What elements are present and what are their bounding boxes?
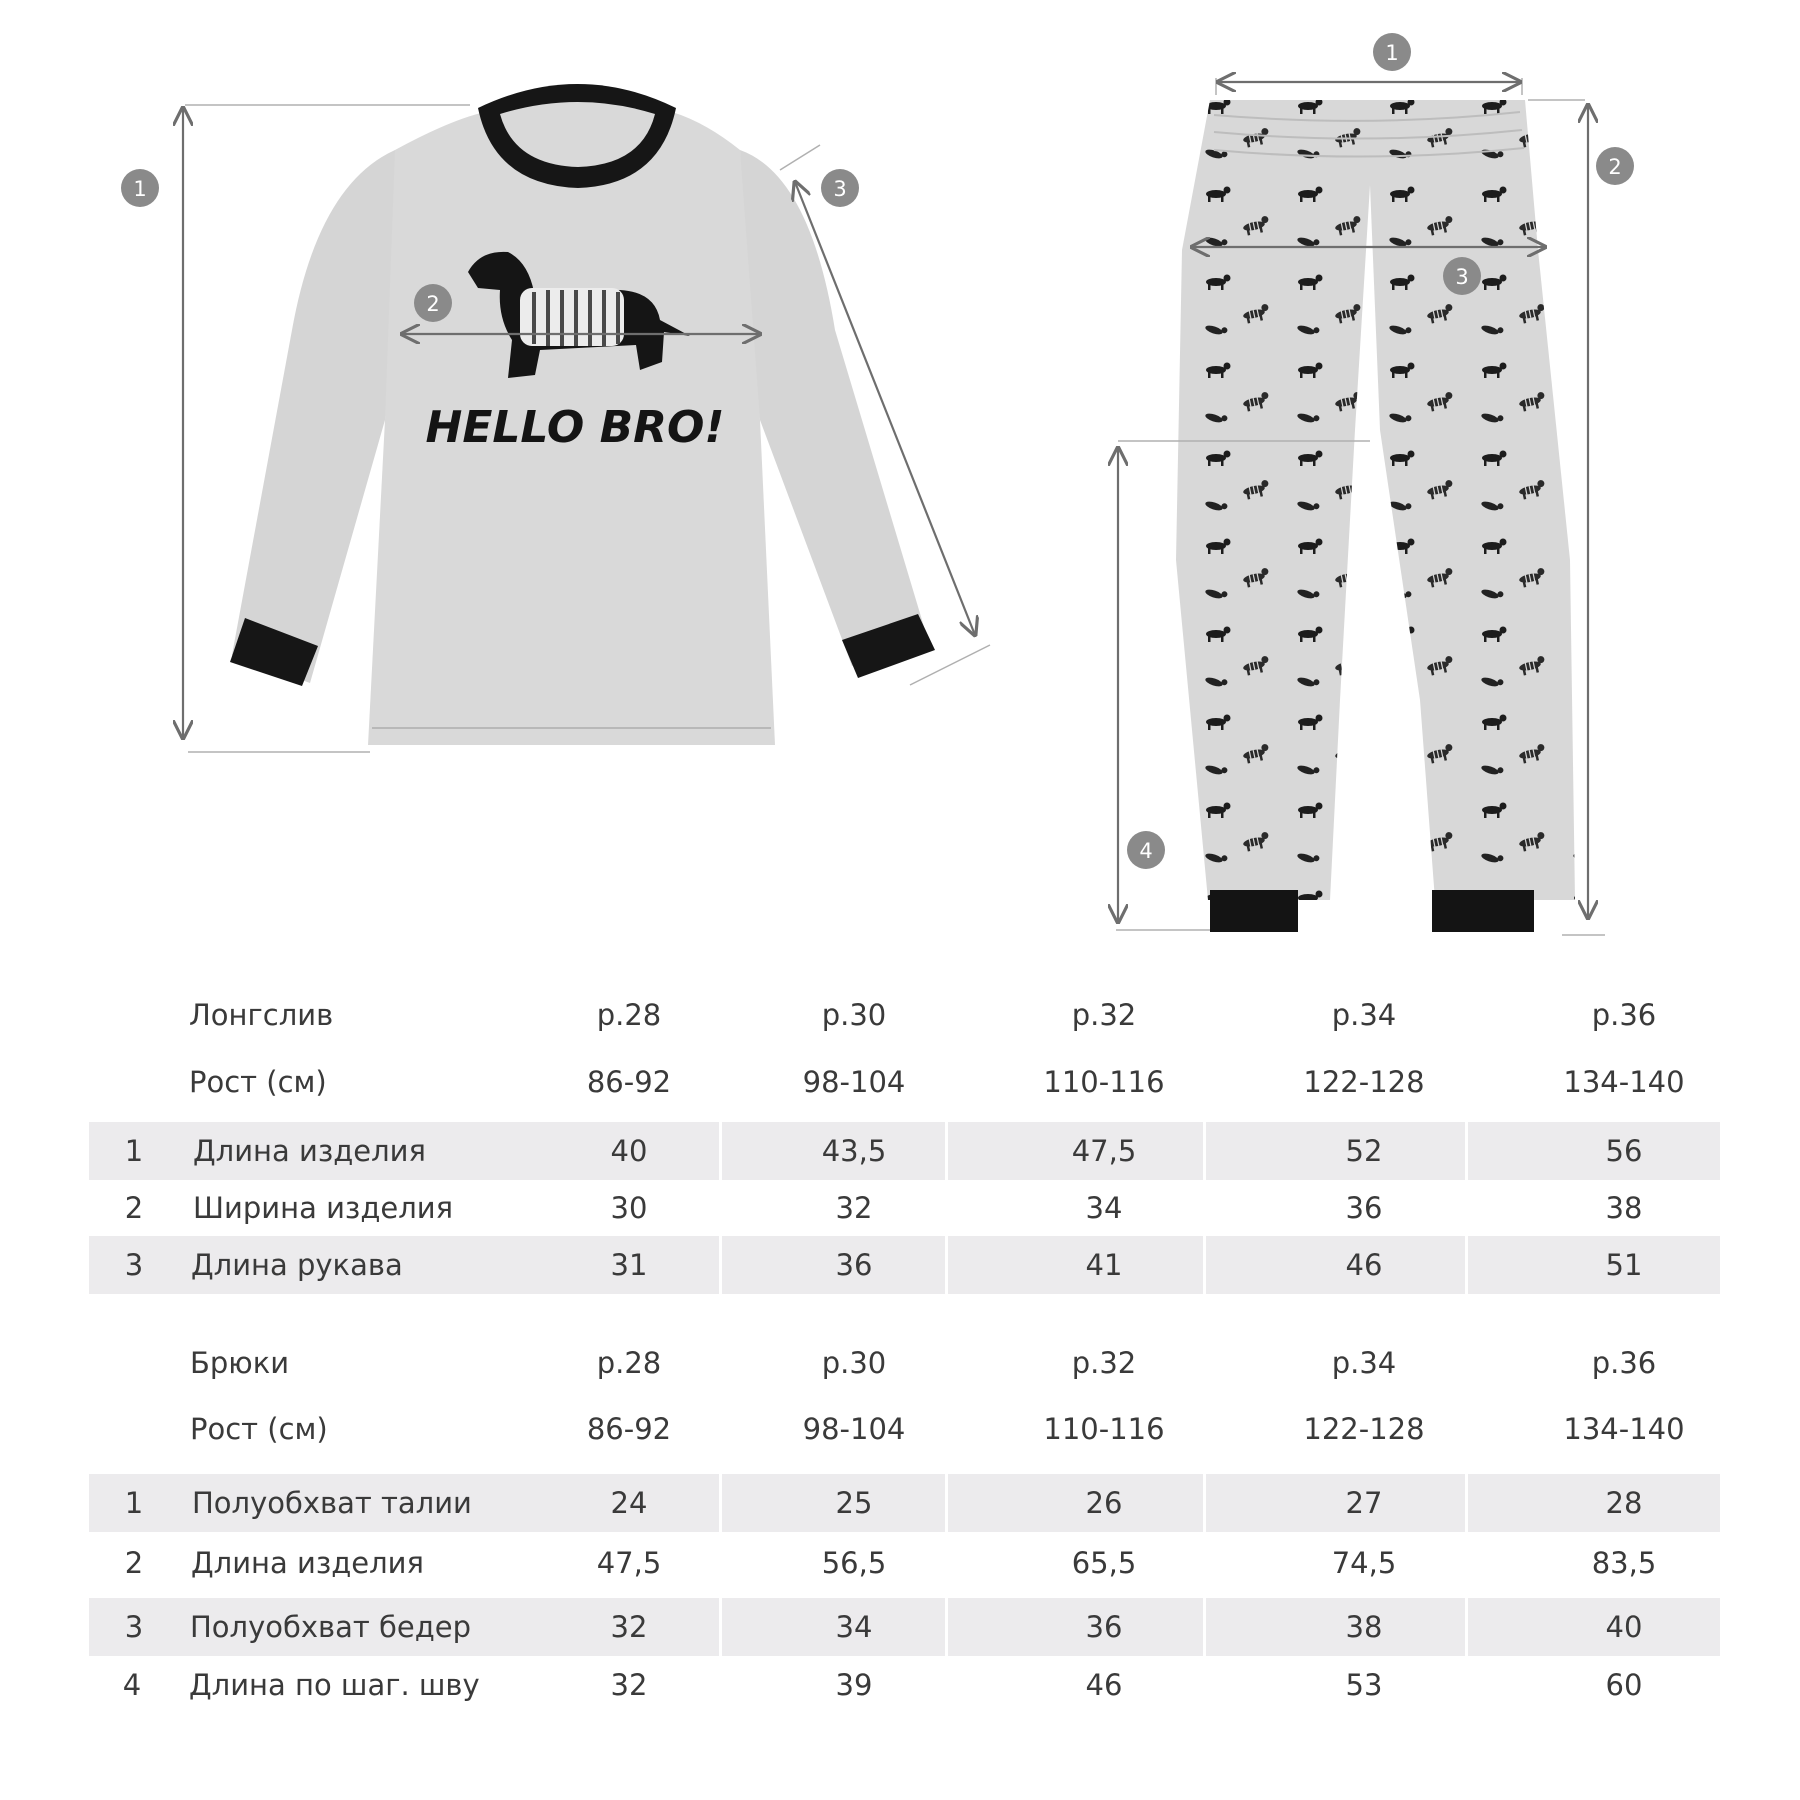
row-value: 83,5 <box>1591 1546 1657 1580</box>
row-value: 26 <box>1085 1486 1123 1520</box>
row-value: 51 <box>1605 1248 1643 1282</box>
height-col: 134-140 <box>1563 1412 1685 1446</box>
row-value: 65,5 <box>1071 1546 1137 1580</box>
row-value: 36 <box>1085 1610 1123 1644</box>
svg-text:2: 2 <box>1608 155 1622 179</box>
row-value: 53 <box>1345 1668 1383 1702</box>
height-col: 98-104 <box>802 1412 906 1446</box>
height-col: 134-140 <box>1563 1065 1685 1099</box>
row-value: 27 <box>1345 1486 1383 1520</box>
row-value: 52 <box>1345 1134 1383 1168</box>
row-number: 1 <box>124 1134 144 1168</box>
row-value: 56 <box>1605 1134 1643 1168</box>
row-value: 36 <box>1345 1191 1383 1225</box>
height-col: 86-92 <box>586 1065 672 1099</box>
svg-text:4: 4 <box>1139 839 1153 863</box>
height-label: Рост (см) <box>189 1065 327 1099</box>
row-value: 24 <box>610 1486 648 1520</box>
shirt-print-text: HELLO BRO! <box>425 402 725 453</box>
row-value: 38 <box>1345 1610 1383 1644</box>
size-col: р.28 <box>596 998 662 1032</box>
row-label: Ширина изделия <box>193 1191 454 1225</box>
svg-text:1: 1 <box>1385 41 1399 65</box>
table-row <box>89 1532 1720 1594</box>
size-col: р.36 <box>1591 998 1657 1032</box>
row-label: Полуобхват бедер <box>190 1610 472 1644</box>
row-value: 56,5 <box>821 1546 887 1580</box>
row-value: 25 <box>835 1486 873 1520</box>
table-row <box>89 1236 1720 1294</box>
row-value: 30 <box>610 1191 648 1225</box>
longsleeve-title: Лонгслив <box>189 998 334 1032</box>
row-value: 46 <box>1085 1668 1123 1702</box>
row-label: Полуобхват талии <box>192 1486 472 1520</box>
row-label: Длина по шаг. шву <box>189 1668 480 1702</box>
size-col: р.32 <box>1071 998 1137 1032</box>
row-label: Длина рукава <box>191 1248 403 1282</box>
height-col: 110-116 <box>1043 1412 1165 1446</box>
row-number: 4 <box>122 1668 142 1702</box>
row-value: 32 <box>610 1668 648 1702</box>
size-col: р.30 <box>821 998 887 1032</box>
row-value: 47,5 <box>596 1546 662 1580</box>
pants-height-header <box>89 1402 1720 1456</box>
height-col: 86-92 <box>586 1412 672 1446</box>
size-col: р.28 <box>596 1346 662 1380</box>
height-col: 122-128 <box>1303 1065 1425 1099</box>
pants-size-header <box>89 1336 1720 1390</box>
table-row <box>89 1122 1720 1180</box>
svg-text:2: 2 <box>426 292 440 316</box>
svg-text:3: 3 <box>1455 265 1469 289</box>
size-col: р.36 <box>1591 1346 1657 1380</box>
table-row <box>89 1598 1720 1656</box>
longsleeve-height-header <box>89 1055 1720 1109</box>
row-value: 74,5 <box>1331 1546 1397 1580</box>
table-row <box>89 1180 1720 1236</box>
pants-title: Брюки <box>190 1346 290 1380</box>
row-value: 47,5 <box>1071 1134 1137 1168</box>
row-value: 32 <box>610 1610 648 1644</box>
row-value: 34 <box>1085 1191 1123 1225</box>
row-value: 38 <box>1605 1191 1643 1225</box>
size-col: р.30 <box>821 1346 887 1380</box>
longsleeve-size-header <box>89 988 1720 1042</box>
row-value: 31 <box>610 1248 648 1282</box>
row-value: 43,5 <box>821 1134 887 1168</box>
height-col: 110-116 <box>1043 1065 1165 1099</box>
row-value: 60 <box>1605 1668 1643 1702</box>
height-label: Рост (см) <box>190 1412 328 1446</box>
row-value: 41 <box>1085 1248 1123 1282</box>
row-label: Длина изделия <box>191 1546 424 1580</box>
row-value: 34 <box>835 1610 873 1644</box>
row-label: Длина изделия <box>193 1134 426 1168</box>
row-value: 46 <box>1345 1248 1383 1282</box>
row-value: 32 <box>835 1191 873 1225</box>
row-value: 28 <box>1605 1486 1643 1520</box>
svg-text:1: 1 <box>133 177 147 201</box>
row-value: 40 <box>1605 1610 1643 1644</box>
row-number: 3 <box>124 1610 144 1644</box>
row-value: 39 <box>835 1668 873 1702</box>
svg-text:3: 3 <box>833 177 847 201</box>
size-col: р.32 <box>1071 1346 1137 1380</box>
row-number: 2 <box>124 1546 144 1580</box>
row-number: 3 <box>124 1248 144 1282</box>
table-row <box>89 1656 1720 1714</box>
row-value: 40 <box>610 1134 648 1168</box>
height-col: 98-104 <box>802 1065 906 1099</box>
row-number: 2 <box>124 1191 144 1225</box>
table-row <box>89 1474 1720 1532</box>
row-number: 1 <box>124 1486 144 1520</box>
size-col: р.34 <box>1331 998 1397 1032</box>
height-col: 122-128 <box>1303 1412 1425 1446</box>
size-col: р.34 <box>1331 1346 1397 1380</box>
row-value: 36 <box>835 1248 873 1282</box>
